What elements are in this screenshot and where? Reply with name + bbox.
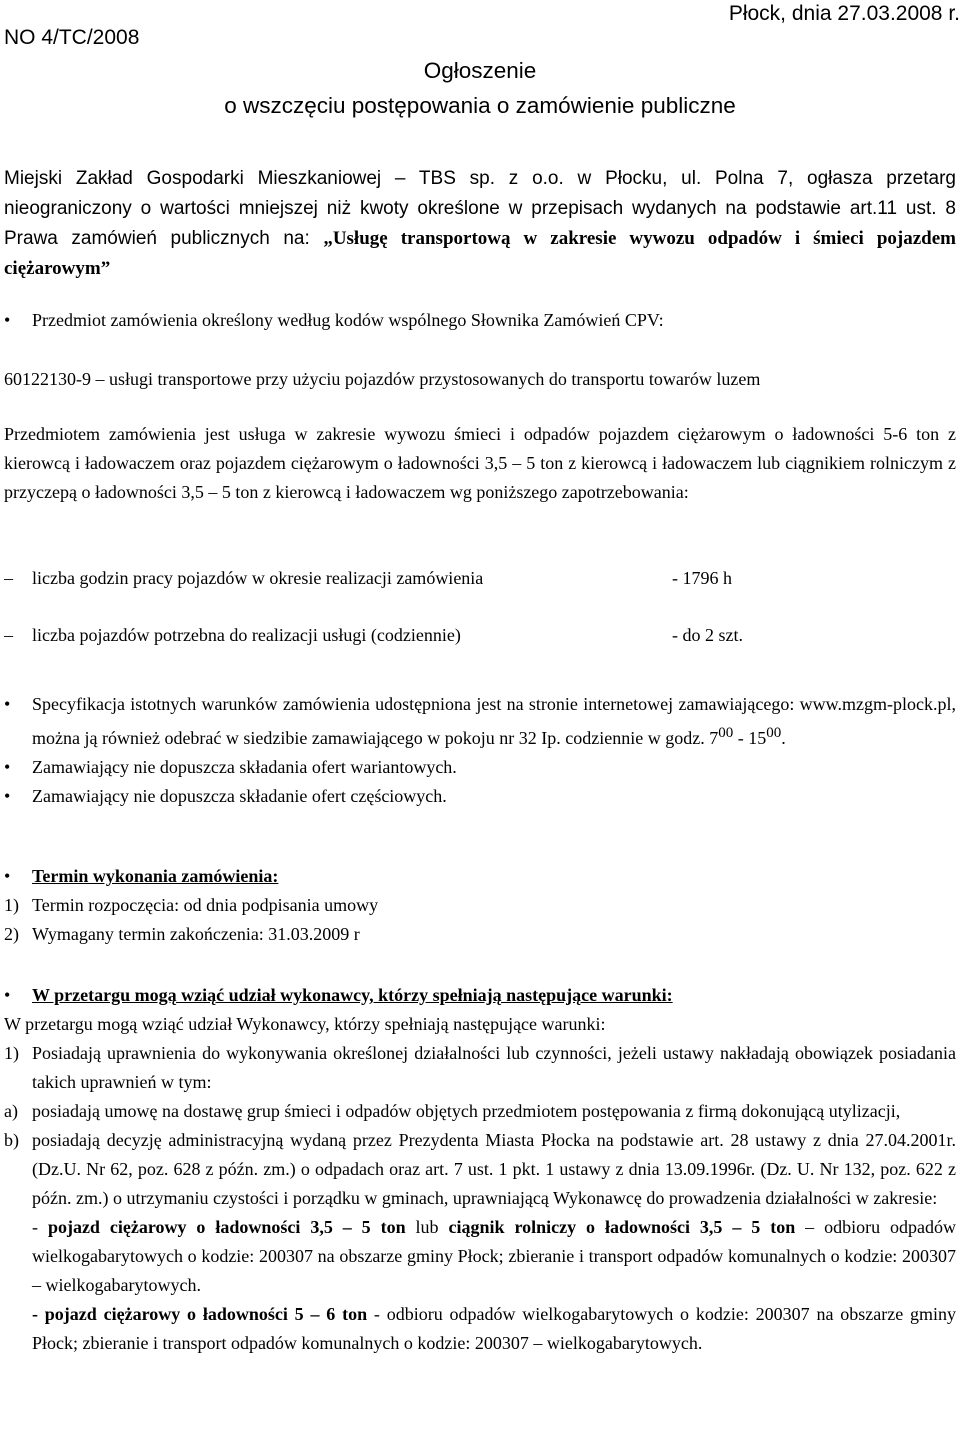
description-paragraph: Przedmiotem zamówienia jest usługa w zakresie wywozu śmieci i odpadów pojazdem ciężarowym o ładowności 5-6 ton z kierowcą i ładowaczem oraz pojazdem ciężarowym o ładowności 3,5 – 5 ton z kierowcą i ładowaczem lub ciągnikiem rolniczym z przyczepą o ładowności 3,5 – 5 ton z kierowcą i ładowaczem wg poniższego zapotrzebowania: xyxy=(4,424,956,502)
spec-text-main: Specyfikacja istotnych warunków zamówienia udostępniona jest na stronie internetowej zamawiającego: www.mzgm-plock.pl, można ją również odebrać w siedzibie zamawiającego w pokoju nr 32 Ip. codziennie w godz. 7 xyxy=(32,694,956,748)
list-number: 1) xyxy=(4,895,19,915)
spec-hour-end-sup: 00 xyxy=(766,725,782,741)
requirement-row xyxy=(4,621,956,650)
note-partial-offers: Zamawiający nie dopuszcza składanie ofert częściowych. xyxy=(32,786,447,806)
term-end: Wymagany termin zakończenia: 31.03.2009 r xyxy=(32,924,360,944)
spec-hour-sep: - 15 xyxy=(733,728,767,748)
contract-subject: „Usługę transportową w zakresie wywozu odpadów i śmieci pojazdem ciężarowym” xyxy=(4,228,956,279)
cpv-label: Przedmiot zamówienia określony według kodów wspólnego Słownika Zamówień CPV: xyxy=(32,310,664,330)
reference-number: NO 4/TC/2008 xyxy=(4,26,140,49)
condition-a: posiadają umowę na dostawę grup śmieci i odpadów objętych przedmiotem postępowania z firmą dokonującą utylizacji, xyxy=(32,1101,901,1121)
vehicle-line-1 xyxy=(32,1213,956,1300)
requirement-value: - 1796 h xyxy=(672,568,732,588)
spec-hour-start-sup: 00 xyxy=(718,725,734,741)
conditions-intro: W przetargu mogą wziąć udział Wykonawcy, którzy spełniają następujące warunki: xyxy=(4,1014,606,1034)
bullet-icon: • xyxy=(4,757,11,777)
vehicle-line-2 xyxy=(32,1300,956,1358)
requirement-label: liczba pojazdów potrzebna do realizacji usługi (codziennie) xyxy=(32,625,461,645)
dash-prefix: - xyxy=(32,1217,48,1237)
vehicle-truck-5-6t: - pojazd ciężarowy o ładowności 5 – 6 ton xyxy=(32,1304,368,1324)
specification-text xyxy=(32,690,956,753)
document-title: Ogłoszenie xyxy=(423,58,537,83)
specification-bullet xyxy=(4,690,956,811)
note-variant-offers: Zamawiający nie dopuszcza składania ofert wariantowych. xyxy=(32,757,457,777)
requirement-row xyxy=(4,564,956,593)
vehicle-line-2-rest: - odbioru odpadów wielkogabarytowych o kodzie: 200307 na obszarze gminy Płock; zbieranie i transport odpadów komunalnych o kodzie: 200307 – wielkogabarytowych. xyxy=(32,1304,956,1353)
bullet-icon: • xyxy=(4,985,11,1005)
or-text: lub xyxy=(405,1217,449,1237)
requirement-label: liczba godzin pracy pojazdów w okresie realizacji zamówienia xyxy=(32,568,484,588)
list-number: 1) xyxy=(4,1043,19,1063)
dash-icon: – xyxy=(4,568,13,588)
term-start: Termin rozpoczęcia: od dnia podpisania umowy xyxy=(32,895,379,915)
intro-text: Miejski Zakład Gospodarki Mieszkaniowej – TBS sp. z o.o. w Płocku, ul. Polna 7, ogłasza przetarg nieograniczony o wartości mniejszej niż kwoty określone w przepisach wydanych na podstawie art.11 ust. 8 Prawa zamówień publicznych na: xyxy=(4,168,956,249)
requirement-value: - do 2 szt. xyxy=(672,625,743,645)
place-date: Płock, dnia 27.03.2008 r. xyxy=(728,2,960,25)
vehicle-line-1-rest: – odbioru odpadów wielkogabarytowych o kodzie: 200307 na obszarze gminy Płock; zbieranie i transport odpadów komunalnych o kodzie: 200307 – wielkogabarytowych. xyxy=(32,1217,956,1295)
intro-paragraph xyxy=(4,164,956,284)
vehicle-tractor-3-5t: ciągnik rolniczy o ładowności 3,5 – 5 ton xyxy=(448,1217,796,1237)
term-section xyxy=(4,862,956,949)
bullet-icon: • xyxy=(4,786,11,806)
condition-b: posiadają decyzję administracyjną wydaną przez Prezydenta Miasta Płocka na podstawie art. 28 ustawy z dnia 27.04.2001r. (Dz.U. Nr 62, poz. 628 z późn. zm.) o odpadach oraz art. 7 ust. 1 pkt. 1 ustawy z dnia 13.09.1996r. (Dz. U. Nr 132, poz. 622 z późn. zm.) o utrzymaniu czystości i porządku w gminach, uprawniającą Wykonawcę do prowadzenia działalności w zakresie: xyxy=(32,1130,956,1208)
dash-icon: – xyxy=(4,625,13,645)
bullet-icon: • xyxy=(4,310,11,330)
bullet-icon: • xyxy=(4,866,11,886)
vehicle-truck-3-5t: pojazd ciężarowy o ładowności 3,5 – 5 ton xyxy=(47,1217,406,1237)
cpv-code: 60122130-9 – usługi transportowe przy użyciu pojazdów przystosowanych do transportu towarów luzem xyxy=(4,369,761,389)
term-heading: Termin wykonania zamówienia: xyxy=(32,866,279,886)
condition-1: Posiadają uprawnienia do wykonywania określonej działalności lub czynności, jeżeli ustawy nakładają obowiązek posiadania takich uprawnień w tym: xyxy=(32,1043,956,1092)
list-letter: b) xyxy=(4,1130,19,1150)
cpv-bullet xyxy=(4,306,956,335)
list-letter: a) xyxy=(4,1101,18,1121)
conditions-section xyxy=(4,981,956,1358)
document-subtitle: o wszczęciu postępowania o zamówienie publiczne xyxy=(224,93,736,118)
conditions-heading: W przetargu mogą wziąć udział wykonawcy, którzy spełniają następujące warunki: xyxy=(32,985,673,1005)
spec-end: . xyxy=(781,728,786,748)
list-number: 2) xyxy=(4,924,19,944)
bullet-icon: • xyxy=(4,694,11,714)
